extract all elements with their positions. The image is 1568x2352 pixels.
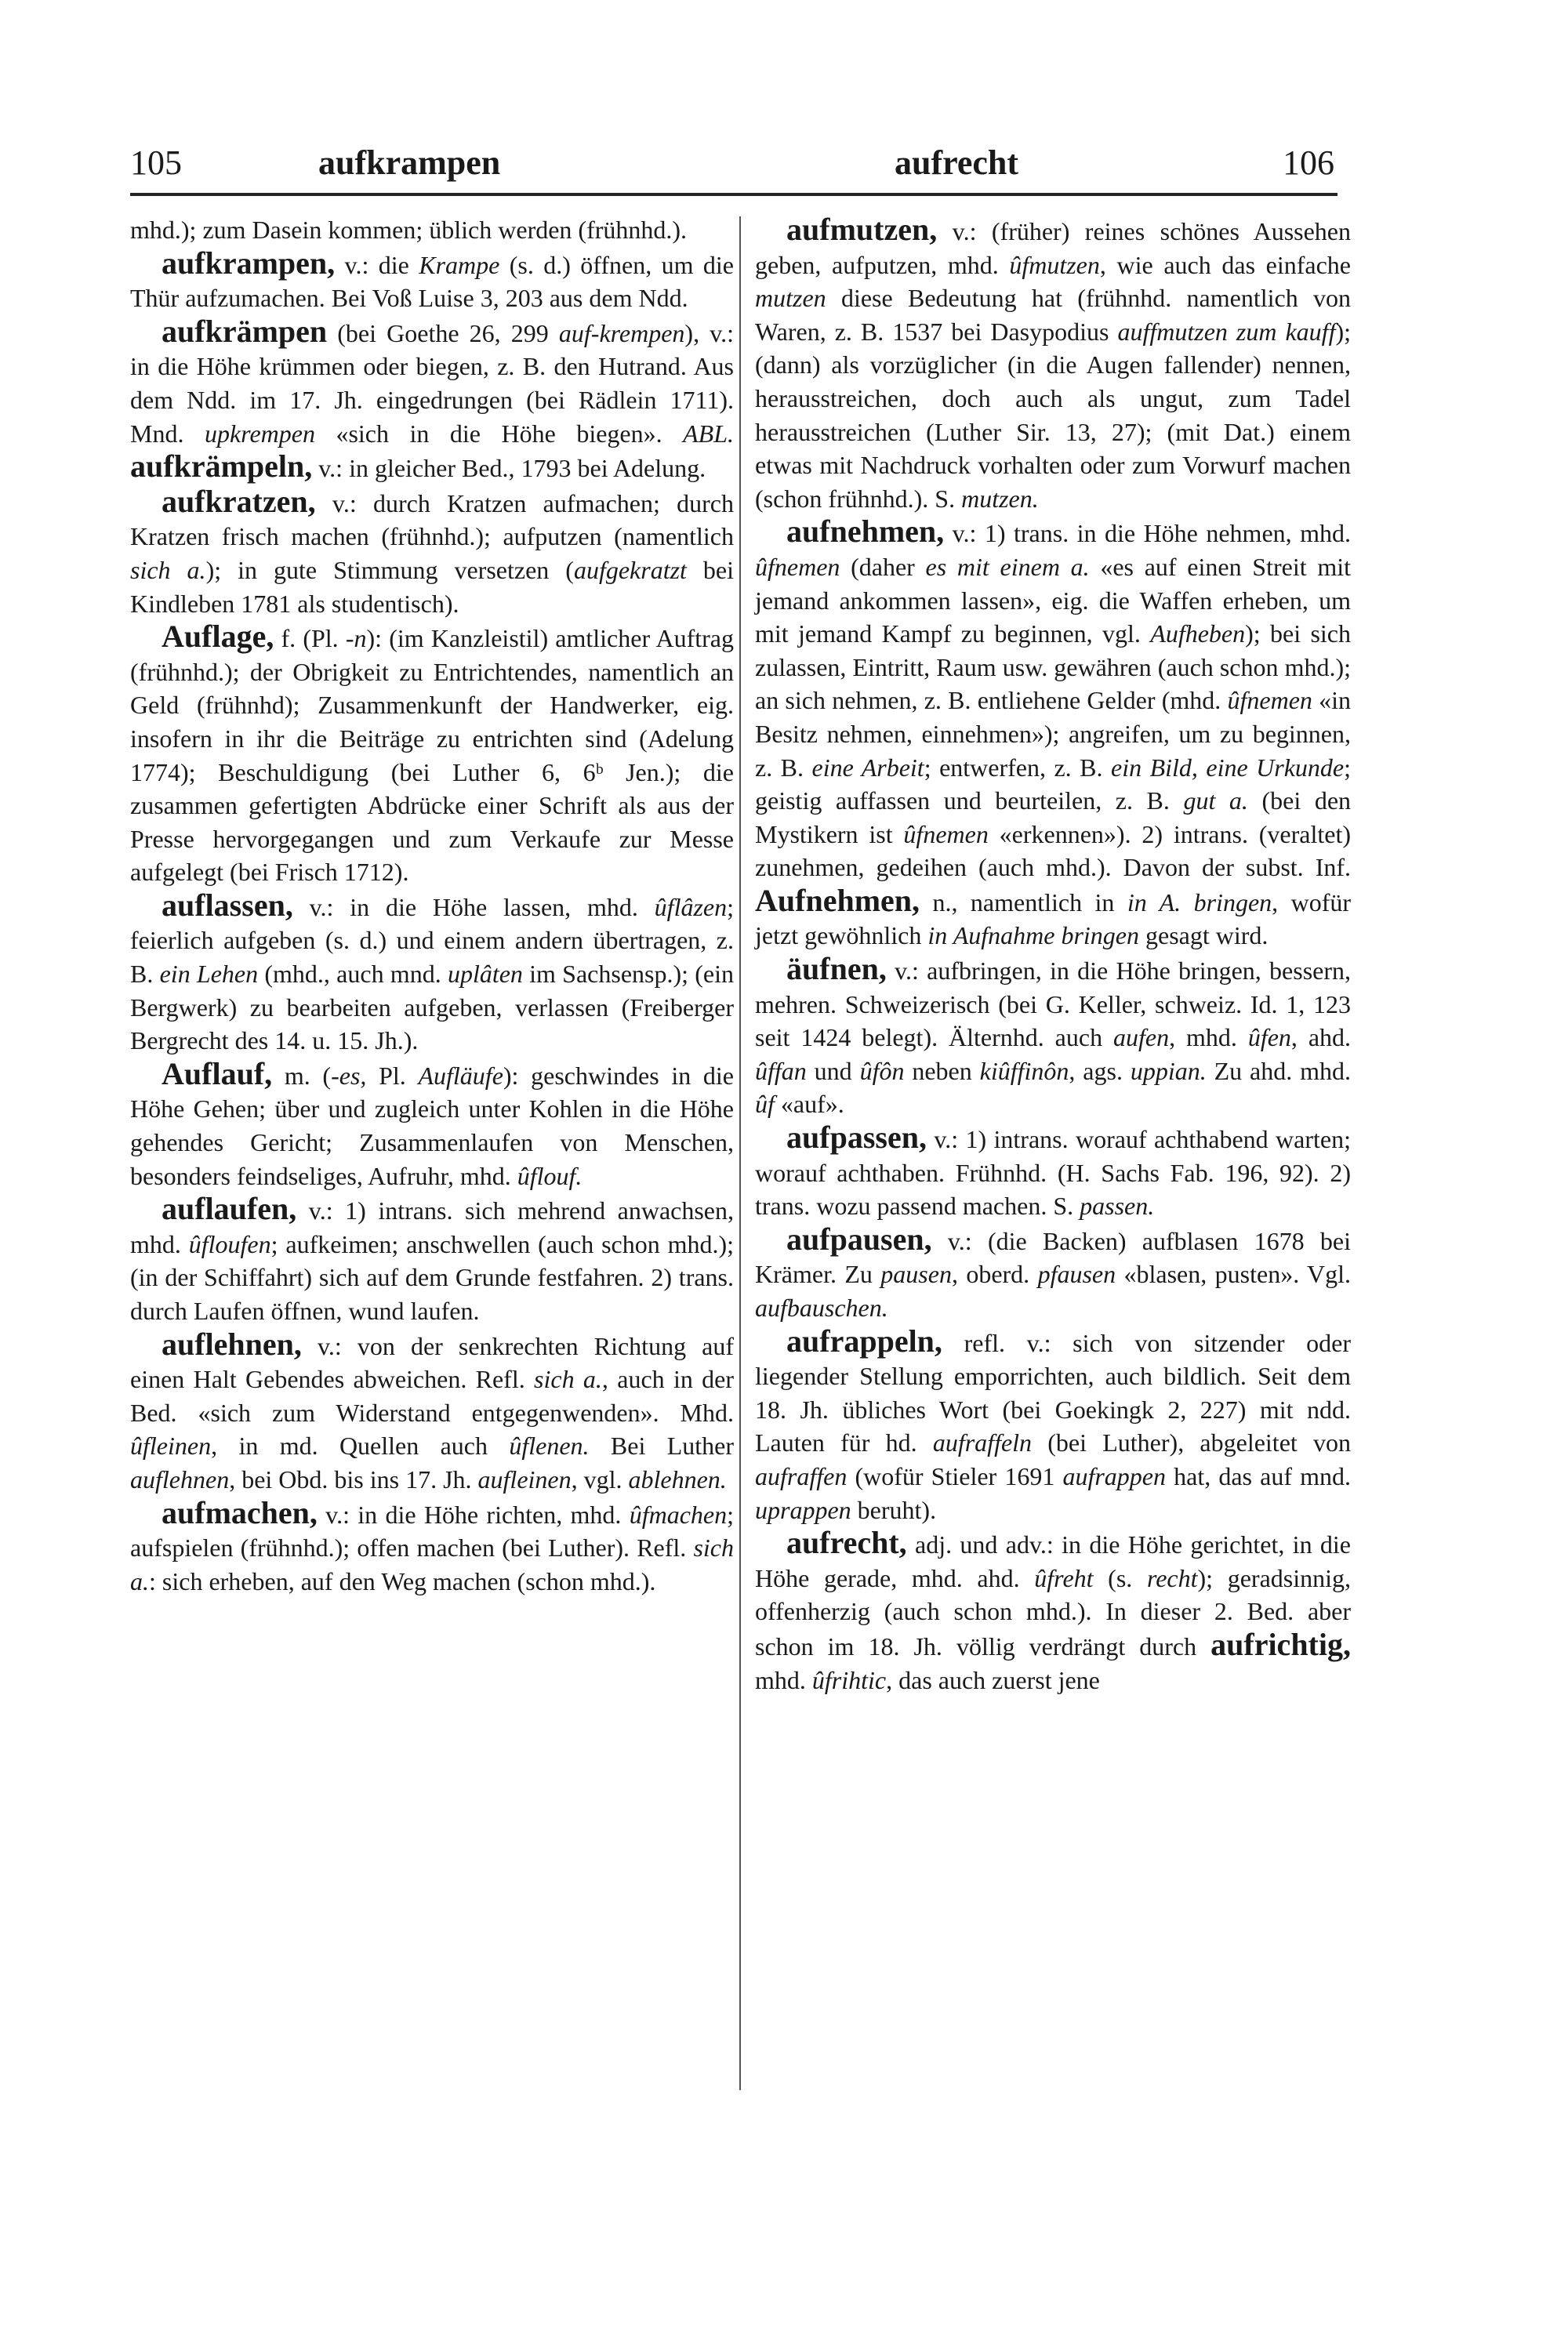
entry-text: (bei den Mystikern ist bbox=[755, 786, 1352, 848]
entry-headword: aufmutzen, bbox=[786, 212, 938, 247]
entry-text: mhd.); zum Dasein kommen; üblich werden (frühnhd.). bbox=[130, 216, 688, 244]
entry-text: , in md. Quellen auch bbox=[211, 1432, 510, 1461]
entry-headword: auflaufen, bbox=[162, 1191, 297, 1227]
entry-headword: auflehnen, bbox=[162, 1326, 302, 1362]
entry-text: (bei Goethe 26, 299 bbox=[327, 318, 559, 347]
entry-italic: aufleinen bbox=[477, 1465, 572, 1494]
entry-text: v.: in die Höhe richten, mhd. bbox=[317, 1500, 630, 1529]
dictionary-entry bbox=[755, 1121, 1351, 1223]
entry-text: ; geistig auffassen und beurteilen, z. B. bbox=[755, 753, 1352, 815]
entry-text: bei Kindleben 1781 als studentisch). bbox=[130, 555, 735, 618]
right-column bbox=[755, 213, 1351, 1697]
entry-text: , vgl. bbox=[571, 1465, 629, 1494]
entry-text: v.: (die Backen) aufblasen 1678 bei Krämer. Zu bbox=[755, 1226, 1351, 1289]
entry-text: (s. bbox=[1093, 1563, 1147, 1592]
entry-text: Bei Luther bbox=[589, 1432, 734, 1461]
entry-italic: ein Bild, eine Urkunde bbox=[1111, 753, 1345, 782]
entry-italic: gut a. bbox=[1183, 786, 1248, 815]
entry-text: v.: von der senkrechten Richtung auf einen Halt Gebendes abweichen. Refl. bbox=[130, 1331, 734, 1394]
dictionary-entry bbox=[130, 485, 734, 620]
entry-text: f. (Pl. bbox=[274, 624, 346, 653]
entry-italic: ûf bbox=[755, 1090, 775, 1119]
entry-italic: aufrappen bbox=[1062, 1461, 1166, 1490]
entry-text: v.: durch Kratzen aufmachen; durch Kratzen frisch machen (frühnhd.); aufputzen (namentlich bbox=[130, 488, 734, 551]
dictionary-entry bbox=[755, 1526, 1351, 1697]
dictionary-entry bbox=[130, 213, 734, 247]
entry-italic: in Aufnahme bringen bbox=[927, 921, 1139, 950]
entry-italic: ûflouf. bbox=[517, 1161, 583, 1190]
running-headword-right: aufrecht bbox=[895, 143, 1019, 182]
entry-text: v.: 1) intrans. worauf achthabend warten; worauf achthaben. Frühnhd. (H. Sachs Fab. 196, 92). 2) trans. wozu passend machen. S. bbox=[755, 1125, 1351, 1221]
entry-text: «blasen, pusten». Vgl. bbox=[1116, 1260, 1352, 1289]
entry-text: ); geradsinnig, offenherzig (auch schon mhd.). In dieser 2. Bed. aber schon im 18. Jh. völlig verdrängt durch bbox=[755, 1563, 1352, 1661]
entry-italic: ein Lehen bbox=[159, 960, 259, 989]
entry-italic: ûfleinen bbox=[130, 1432, 212, 1461]
entry-text: ; entwerfen, z. B. bbox=[924, 753, 1111, 782]
column-divider bbox=[739, 216, 741, 2090]
entry-text: , ags. bbox=[1069, 1056, 1131, 1085]
entry-italic: pausen bbox=[880, 1260, 952, 1289]
entry-text: n., namentlich in bbox=[920, 887, 1127, 916]
entry-headword: aufmachen, bbox=[162, 1494, 318, 1530]
entry-headword: aufkrämpen bbox=[162, 313, 328, 349]
entry-text: v.: 1) trans. in die Höhe nehmen, mhd. bbox=[944, 519, 1351, 548]
entry-text: ); bei sich zulassen, Eintritt, Raum usw. gewähren (auch schon mhd.); an sich nehmen, z. B. entliehene Gelder (mhd. bbox=[755, 619, 1352, 715]
entry-text: (daher bbox=[840, 552, 926, 581]
dictionary-entry bbox=[130, 1494, 734, 1599]
entry-italic: pfausen bbox=[1037, 1260, 1116, 1289]
entry-headword: aufkrampen, bbox=[162, 245, 336, 281]
entry-italic: uprappen bbox=[755, 1495, 851, 1524]
entry-italic: mutzen bbox=[755, 284, 826, 313]
page-number-right: 106 bbox=[1283, 143, 1334, 182]
entry-text: mhd. bbox=[755, 1665, 812, 1694]
entry-italic: aufraffeln bbox=[932, 1428, 1033, 1457]
entry-headword: aufkratzen, bbox=[162, 483, 316, 519]
entry-italic: Krampe bbox=[419, 250, 500, 279]
entry-italic: auf-krempen bbox=[558, 318, 685, 347]
entry-text: neben bbox=[904, 1056, 980, 1085]
entry-italic: upkrempen bbox=[204, 419, 315, 448]
entry-italic: eine Arbeit bbox=[811, 753, 924, 782]
header-rule bbox=[130, 193, 1338, 196]
page-number-left: 105 bbox=[130, 143, 182, 182]
entry-italic: recht bbox=[1146, 1563, 1198, 1592]
entry-text: : sich erheben, auf den Weg machen (schon mhd.). bbox=[149, 1566, 656, 1595]
entry-italic: ûfnemen bbox=[903, 819, 989, 848]
entry-text: , bei Obd. bis ins 17. Jh. bbox=[229, 1465, 478, 1494]
entry-text: refl. v.: sich von sitzender oder liegender Stellung emporrichten, auch bildlich. Seit dem 18. Jh. übliches Wort (bei Goekingk 2, 227) mit ndd. Lauten für hd. bbox=[755, 1328, 1351, 1457]
entry-text: v.: aufbringen, in die Höhe bringen, bessern, mehren. Schweizerisch (bei G. Keller, schweiz. Id. 1, 123 seit 1424 belegt). Älternhd. auch bbox=[755, 956, 1351, 1052]
entry-headword: aufpassen, bbox=[786, 1120, 927, 1156]
entry-italic: kiûffinôn bbox=[979, 1056, 1069, 1085]
entry-text: v.: in die Höhe lassen, mhd. bbox=[292, 892, 655, 921]
entry-headword: aufpausen, bbox=[786, 1221, 932, 1257]
entry-text: m. ( bbox=[272, 1061, 332, 1090]
entry-text: ; feierlich aufgeben (s. d.) und einem andern übertragen, z. B. bbox=[130, 892, 734, 989]
entry-text: «auf». bbox=[774, 1090, 844, 1119]
entry-headword: aufrappeln, bbox=[786, 1323, 942, 1359]
entry-text: v.: die bbox=[335, 250, 419, 279]
entry-italic: aufraffen bbox=[755, 1461, 848, 1490]
dictionary-entry bbox=[755, 213, 1351, 515]
entry-text: «in Besitz nehmen, einnehmen»); angreifen, um zu beginnen, z. B. bbox=[755, 686, 1352, 782]
entry-text: ; aufspielen (frühnhd.); offen machen (bei Luther). Refl. bbox=[130, 1500, 734, 1563]
entry-text: ), v.: in die Höhe krümmen oder biegen, z. B. den Hutrand. Aus dem Ndd. im 17. Jh. eingedrungen (bei Rädlein 1711). Mnd. bbox=[130, 318, 735, 448]
entry-text: und bbox=[806, 1056, 860, 1085]
entry-italic: auffmutzen zum kauff bbox=[1117, 317, 1336, 346]
entry-italic: uplâten bbox=[447, 960, 523, 989]
entry-italic: sich a. bbox=[534, 1365, 602, 1394]
entry-text: Zu ahd. mhd. bbox=[1206, 1056, 1352, 1085]
dictionary-entry bbox=[755, 1325, 1351, 1527]
entry-italic: ûfnemen bbox=[755, 552, 840, 581]
entry-text: Pl. bbox=[366, 1061, 419, 1090]
entry-italic: ûffan bbox=[755, 1056, 807, 1085]
entry-text: ); in gute Stimmung versetzen ( bbox=[205, 555, 574, 584]
entry-text: «es auf einen Streit mit jemand ankommen lassen», eig. die Waffen erheben, um mit jemand Kampf zu beginnen, vgl. bbox=[755, 552, 1352, 648]
entry-text: beruht). bbox=[851, 1495, 937, 1524]
dictionary-entry bbox=[755, 515, 1351, 953]
entry-italic: ûfrihtic bbox=[811, 1665, 887, 1694]
entry-text: , wofür jetzt gewöhnlich bbox=[755, 887, 1352, 950]
entry-text: v.: 1) intrans. sich mehrend anwachsen, mhd. bbox=[130, 1196, 734, 1258]
entry-text: , auch in der Bed. «sich zum Widerstand entgegenwenden». Mhd. bbox=[130, 1365, 735, 1427]
entry-italic: ablehnen. bbox=[628, 1465, 727, 1494]
entry-text: v.: (früher) reines schönes Aussehen geben, aufputzen, mhd. bbox=[755, 217, 1351, 279]
entry-italic: Aufläufe bbox=[418, 1061, 503, 1090]
dictionary-entry bbox=[130, 247, 734, 315]
entry-italic: ûfnemen bbox=[1227, 686, 1312, 715]
page-header bbox=[130, 140, 1334, 187]
entry-italic: ûflâzen bbox=[654, 892, 728, 921]
dictionary-entry bbox=[755, 953, 1351, 1121]
entry-headword: Aufnehmen, bbox=[755, 882, 920, 918]
dictionary-entry bbox=[130, 1328, 734, 1497]
entry-italic: ûfmachen bbox=[629, 1500, 728, 1529]
entry-italic: es mit einem a. bbox=[925, 552, 1090, 581]
entry-text: , ahd. bbox=[1290, 1023, 1352, 1052]
entry-italic: aufen bbox=[1113, 1023, 1170, 1052]
entry-headword: Auflage, bbox=[162, 619, 274, 655]
dictionary-entry bbox=[130, 620, 734, 889]
entry-headword: aufnehmen, bbox=[786, 514, 945, 550]
entry-italic: -es, bbox=[331, 1061, 367, 1090]
entry-italic: ûflenen. bbox=[509, 1432, 590, 1461]
entry-italic: ûfloufen bbox=[188, 1229, 271, 1258]
entry-italic: auflehnen bbox=[130, 1465, 230, 1494]
entry-headword: aufrecht, bbox=[786, 1525, 907, 1561]
entry-text: , oberd. bbox=[951, 1260, 1038, 1289]
entry-headword: aufrichtig, bbox=[1210, 1626, 1351, 1662]
dictionary-entry bbox=[130, 1055, 735, 1192]
entry-text: adj. und adv.: in die Höhe gerichtet, in die Höhe gerade, mhd. ahd. bbox=[755, 1530, 1351, 1592]
left-column bbox=[130, 213, 734, 1598]
entry-text: , wie auch das einfache bbox=[1099, 250, 1351, 279]
entry-text: gesagt wird. bbox=[1138, 921, 1269, 950]
entry-text: v.: in gleicher Bed., 1793 bei Adelung. bbox=[312, 454, 706, 483]
dictionary-entry bbox=[130, 1192, 734, 1327]
entry-italic: in A. bringen bbox=[1127, 887, 1272, 916]
entry-italic: Aufheben bbox=[1150, 619, 1246, 648]
dictionary-entry bbox=[755, 1223, 1351, 1325]
entry-italic: aufgekratzt bbox=[573, 555, 687, 584]
entry-text: (mhd., auch mnd. bbox=[258, 960, 448, 989]
entry-text: ); (dann) als vorzüglicher (in die Augen fallender) nennen, herausstreichen, doch auch als ungut, zum Tadel herausstreichen (Luther Sir. 13, 27); (mit Dat.) einem etwas mit Nachdruck vorhalten oder zum Vorwurf machen (schon frühnhd.). S. bbox=[755, 317, 1352, 513]
entry-italic: uppian. bbox=[1130, 1056, 1207, 1085]
dictionary-entry bbox=[130, 889, 734, 1058]
entry-italic: sich a. bbox=[130, 555, 206, 584]
entry-italic: ABL. bbox=[683, 419, 735, 448]
entry-text: «erkennen»). 2) intrans. (veraltet) zunehmen, gedeihen (auch mhd.). Davon der subst. Inf. bbox=[755, 819, 1352, 882]
entry-italic: ûfen bbox=[1247, 1023, 1291, 1052]
entry-italic: aufbauschen. bbox=[755, 1294, 888, 1322]
entry-text: ): geschwindes in die Höhe Gehen; über und zugleich unter Kohlen in die Höhe gehendes Gericht; Zusammenlaufen von Menschen, besonders feindseliges, Aufruhr, mhd. bbox=[130, 1061, 735, 1190]
entry-text: diese Bedeutung hat (frühnhd. namentlich von Waren, z. B. 1537 bei Dasypodius bbox=[755, 284, 1351, 346]
entry-headword: äufnen, bbox=[786, 951, 887, 987]
entry-text: (s. d.) öffnen, um die Thür aufzumachen. Bei Voß Luise 3, 203 aus dem Ndd. bbox=[130, 250, 735, 313]
entry-headword: auflassen, bbox=[162, 887, 293, 923]
entry-text: , mhd. bbox=[1169, 1023, 1248, 1052]
dictionary-entry bbox=[130, 315, 734, 485]
entry-italic: ûfmutzen bbox=[1009, 250, 1100, 279]
entry-text: (wofür Stieler 1691 bbox=[847, 1461, 1063, 1490]
entry-italic: mutzen. bbox=[961, 484, 1039, 513]
entry-text: (bei Luther), abgeleitet von bbox=[1032, 1428, 1352, 1457]
entry-text: hat, das auf mnd. bbox=[1166, 1461, 1352, 1490]
entry-italic: -n bbox=[345, 624, 367, 653]
entry-text: , das auch zuerst jene bbox=[886, 1665, 1100, 1694]
entry-italic: passen. bbox=[1080, 1192, 1155, 1221]
entry-text: ): (im Kanzleistil) amtlicher Auftrag (frühnhd.); der Obrigkeit zu Entrichtendes, namentlich an Geld (frühnhd); Zusammenkunft der Handwerker, eig. insofern in ihr die Beiträge zu entrichten sind (Adelung 1774); Beschuldigung (bei Luther 6, 6ᵇ Jen.); die zusammen gefertigten Abdrücke einer Schrift als aus der Presse hervorgegangen und zum Verkaufe zur Messe aufgelegt (bei Frisch 1712). bbox=[130, 624, 735, 887]
entry-text: «sich in die Höhe biegen». bbox=[314, 419, 684, 448]
entry-headword: Auflauf, bbox=[162, 1055, 273, 1091]
entry-headword: aufkrämpeln, bbox=[130, 448, 313, 485]
running-headword-left: aufkrampen bbox=[318, 143, 501, 182]
entry-italic: sich a. bbox=[130, 1534, 734, 1595]
entry-text: im Sachsensp.); (ein Bergwerk) zu bearbeiten aufgeben, verlassen (Freiberger Bergrecht des 14. u. 15. Jh.). bbox=[130, 960, 735, 1055]
entry-italic: ûfreht bbox=[1034, 1563, 1094, 1592]
entry-italic: ûfôn bbox=[859, 1056, 905, 1085]
entry-text: ; aufkeimen; anschwellen (auch schon mhd.); (in der Schiffahrt) sich auf dem Grunde festfahren. 2) trans. durch Laufen öffnen, wund laufen. bbox=[130, 1229, 735, 1325]
